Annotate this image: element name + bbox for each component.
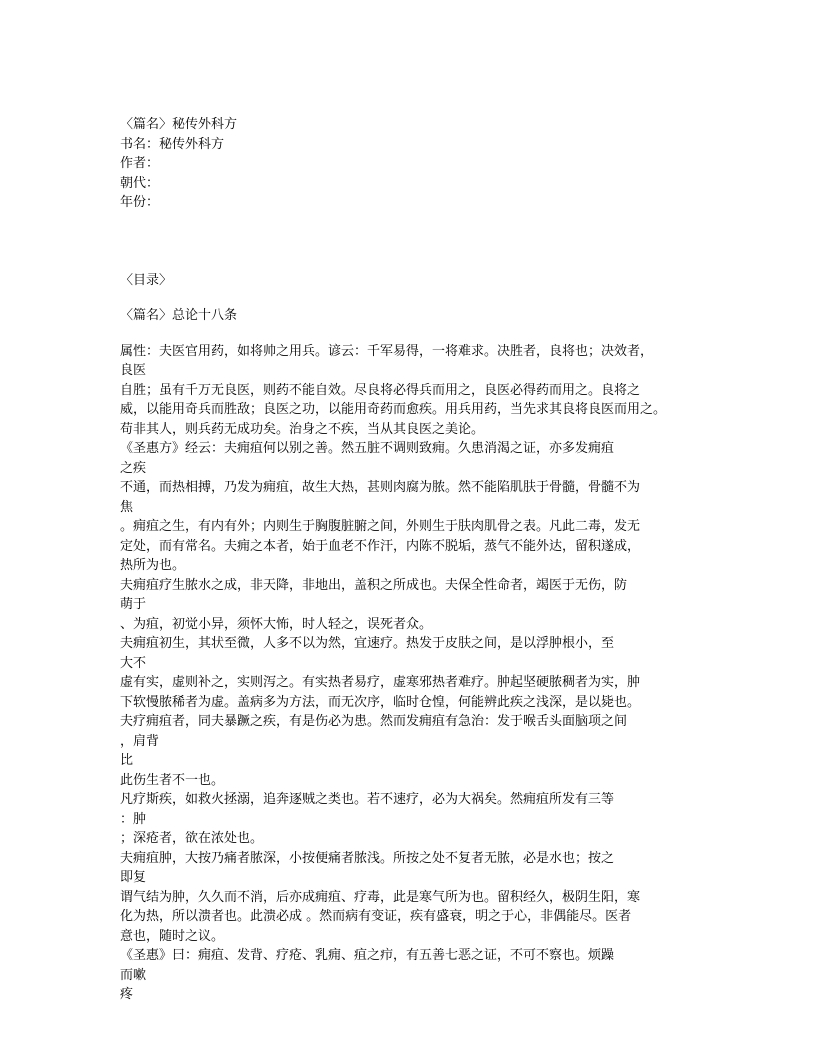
body-line: 此伤生者不一也。 [120, 772, 225, 788]
body-line: 。痈疽之生，有内有外；内则生于胸腹脏腑之间，外则生于肤肉肌骨之表。凡此二毒，发无 [120, 519, 641, 534]
header-line: 作者： [120, 156, 160, 171]
body-line: 夫痈疽疗生脓水之成，非天降，非地出，盖积之所成也。夫保全性命者，竭医于无伤，防 [120, 577, 628, 593]
body-line: 定处，而有常名。夫痈之本者，始于血老不作汗，内陈不脱垢，蒸气不能外达，留积遂成， [120, 538, 641, 554]
body-line: 萌于 [120, 597, 147, 612]
body-line: 疼 [120, 987, 134, 1002]
document-page [120, 115, 710, 1005]
header-line: 〈篇名〉秘传外科方 [120, 117, 238, 132]
body-line: 凡疗斯疾，如救火拯溺，追奔逐贼之类也。若不速疗，必为大祸矣。然痈疽所发有三等 [120, 792, 615, 807]
body-line: 夫痈疽肿，大按乃痛者脓深，小按便痛者脓浅。所按之处不复者无脓，必是水也；按之 [120, 850, 615, 866]
body-line: 自胜；虽有千万无良医，则药不能自效。尽良将必得兵而用之，良医必得药而用之。良将之 [120, 382, 641, 398]
body-line: 、为疽，初觉小异，须怀大怖，时人轻之，误死者众。 [120, 616, 433, 632]
header-line: 朝代： [120, 175, 160, 191]
body-line: 大不 [120, 655, 147, 671]
body-line: 下软慢脓稀者为虚。盖病多为方法，而无次序，临时仓惶，何能辨此疾之浅深，是以毙也。 [120, 694, 641, 710]
body-line: ；深疮者，欲在浓处也。 [120, 831, 264, 846]
body-line: 之疾 [120, 460, 147, 476]
body-line: 谓气结为肿，久久而不消，后亦成痈疽、疗毒，此是寒气所为也。留积经久，极阴生阳，寒 [120, 889, 641, 905]
body-line: 化为热，所以溃者也。此溃必成 。然而病有变证，疾有盛衰，明之于心，非偶能尽。医者 [120, 909, 632, 924]
body-line: 《圣惠》曰：痈疽、发背、疗疮、乳痈、疽之疖，有五善七恶之证，不可不察也。烦躁 [120, 948, 615, 963]
header-line: 年份： [120, 195, 160, 210]
toc-label: 〈目录〉 [120, 272, 173, 288]
body-line: ：肿 [120, 811, 147, 827]
body-line: 苟非其人，则兵药无成功矣。治身之不疾，当从其良医之美论。 [120, 421, 485, 437]
body-line: 夫痈疽初生，其状至微，人多不以为然，宜速疗。热发于皮肤之间，是以浮肿根小，至 [120, 636, 615, 651]
body-line: 威，以能用奇兵而胜敌；良医之功，以能用奇药而愈疾。用兵用药，当先求其良将良医而用之。 [120, 402, 667, 417]
body-line: 即复 [120, 870, 147, 885]
body-line: 不通，而热相搏，乃发为痈疽，故生大热，甚则肉腐为脓。然不能陷肌肤于骨髓，骨髓不为 [120, 480, 641, 495]
body-line: ，肩背 [120, 733, 160, 749]
body-line: 良医 [120, 363, 147, 378]
body-line: 夫疗痈疽者，同夫暴蹶之疾，有是伤必为患。然而发痈疽有急治：发于喉舌头面脑项之间 [120, 714, 628, 729]
body-line: 属性：夫医官用药，如将帅之用兵。谚云：千军易得，一将难求。决胜者，良将也；决效者， [120, 343, 654, 359]
body-line: 《圣惠方》经云：夫痈疽何以别之善。然五脏不调则致痈。久患消渴之证，亦多发痈疽 [120, 441, 615, 456]
body-text [120, 342, 710, 1005]
body-line: 虚有实，虚则补之，实则泻之。有实热者易疗，虚寒邪热者难疗。肿起坚硬脓稠者为实，肿 [120, 675, 641, 690]
body-line: 而嗽 [120, 967, 147, 983]
body-line: 热所为也。 [120, 558, 186, 573]
header-line: 书名：秘传外科方 [120, 136, 225, 152]
body-line: 比 [120, 753, 134, 768]
body-line: 意也，随时之议。 [120, 928, 225, 944]
body-line: 焦 [120, 499, 134, 515]
section-title: 〈篇名〉总论十八条 [120, 308, 238, 323]
